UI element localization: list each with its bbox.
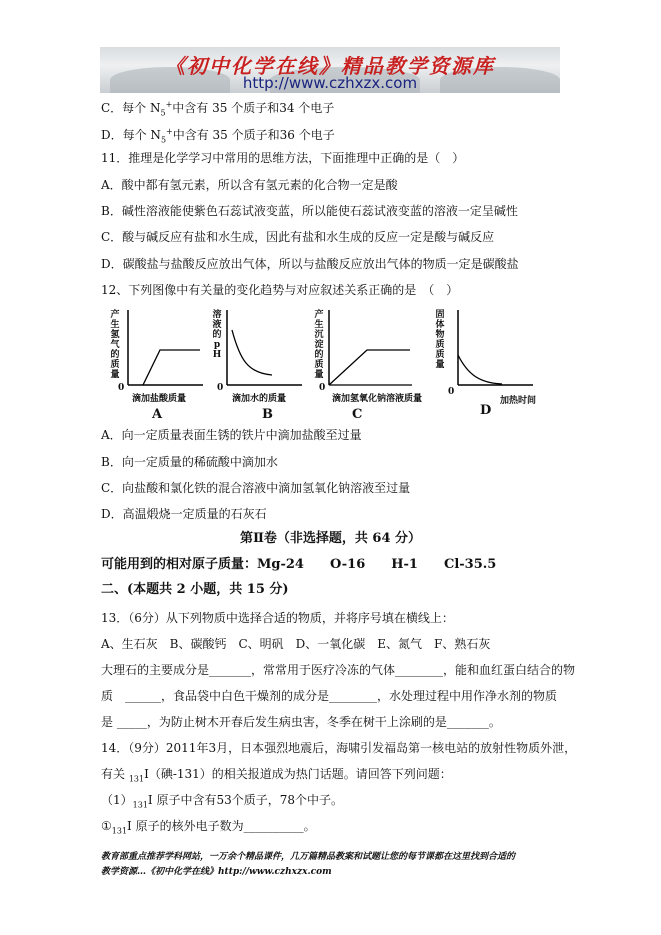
graph-a-xlabel: 滴加盐酸质量 <box>132 394 187 404</box>
graph-a-origin: 0 <box>118 383 125 393</box>
q13-choices: A、生石灰 B、碳酸钙 C、明矾 D、一氧化碳 E、氮气 F、熟石灰 <box>101 637 491 651</box>
q12-stem: 12、下列图像中有关量的变化趋势与对应叙述关系正确的是 （ ） <box>101 283 459 297</box>
footer <box>101 850 571 880</box>
graph-d-letter: D <box>480 403 492 418</box>
graph-b-ylabel: 溶液的pH <box>212 310 222 360</box>
q11-option-a: A．酸中都有氢元素，所以含有氢元素的化合物一定是酸 <box>101 178 398 192</box>
graph-d-origin: 0 <box>448 387 455 397</box>
graph-b-origin: 0 <box>217 383 224 393</box>
graph-a-ylabel: 产生氢气的质量 <box>110 310 120 380</box>
graph-d-xlabel: 加热时间 <box>500 396 537 406</box>
q10-option-d: D．每个 $N_5^+$中含有 35 个质子和36 个电子 <box>101 127 335 145</box>
q13-line-1: 大理石的主要成分是_______，常常用于医疗冷冻的气体________，能和血红蛋白结合的物 <box>101 663 576 677</box>
q13-line-2: 质 ______，食品袋中白色干燥剂的成分是________，水处理过程中用作净水剂的物质 <box>101 689 558 703</box>
banner-url: http://www.czhxzx.com <box>242 74 418 92</box>
graph-a-letter: A <box>152 407 163 422</box>
q11-option-d: D．碳酸盐与盐酸反应放出气体，所以与盐酸反应放出气体的物质一定是碳酸盐 <box>101 257 519 271</box>
q13-stem: 13．（6分）从下列物质中选择合适的物质，并将序号填在横线上： <box>101 611 454 625</box>
graph-d <box>432 305 562 425</box>
graph-c-ylabel: 产生沉淀的质量 <box>314 310 324 380</box>
q12-option-b: B．向一定质量的稀硫酸中滴加水 <box>101 455 278 469</box>
q12-option-a: A．向一定质量表面生锈的铁片中滴加盐酸至过量 <box>101 428 362 442</box>
q14-stem: 14．（9分）2011年3月，日本强烈地震后，海啸引发福岛第一核电站的放射性物质外泄， <box>101 741 577 755</box>
section-title: 第Ⅱ卷（非选择题，共 64 分） <box>239 531 422 546</box>
graph-c-xlabel: 滴加氢氧化钠溶液质量 <box>332 394 423 404</box>
q11-option-b: B．碱性溶液能使紫色石蕊试液变蓝，所以能使石蕊试液变蓝的溶液一定呈碱性 <box>101 204 518 218</box>
graph-d-ylabel: 固体物质质量 <box>435 310 445 370</box>
q11-option-c: C．酸与碱反应有盐和水生成，因此有盐和水生成的反应一定是酸与碱反应 <box>101 230 495 244</box>
footer-line-1: 教育部重点推荐学科网站，一万余个精品课件，几万篇精品教案和试题让您的每节课都在这里找到合适的 <box>101 852 516 862</box>
q12-option-c: C．向盐酸和氯化铁的混合溶液中滴加氢氧化钠溶液至过量 <box>101 481 411 495</box>
q13-line-3: 是 _____，为防止树木开春后发生病虫害，冬季在树干上涂刷的是_______。 <box>101 715 501 729</box>
atomic-masses: 可能用到的相对原子质量：Mg-24 O-16 H-1 Cl-35.5 <box>101 557 497 572</box>
part-two-heading: 二、(本题共 2 小题，共 15 分) <box>101 582 289 597</box>
q14-item-1: $(1)_{131}I$ 原子中含有53个质子，78个中子。 <box>101 793 344 810</box>
graph-d-plot <box>432 305 562 425</box>
q14-line-2: 有关 $_{131}$I（碘-131）的相关报道成为热门话题。请回答下列问题： <box>101 767 452 784</box>
q14-item-2: $①_{131}I$ 原子的核外电子数为__________。 <box>101 819 316 836</box>
q12-option-d: D．高温煅烧一定质量的石灰石 <box>101 507 267 521</box>
graph-b-letter: B <box>262 407 273 422</box>
q11-stem: 11．推理是化学学习中常用的思维方法，下面推理中正确的是（ ） <box>101 151 465 165</box>
banner-title: 《初中化学在线》精品教学资源库 <box>165 54 495 78</box>
header-banner <box>100 47 560 93</box>
graph-c-letter: C <box>352 407 363 422</box>
graph-b-xlabel: 滴加水的质量 <box>232 394 287 404</box>
graph-c-origin: 0 <box>319 383 326 393</box>
footer-line-2: 教学资源…《初中化学在线》http://www.czhxzx.com <box>101 867 332 877</box>
q10-option-c: C．每个 $N_5^+$中含有 35 个质子和34 个电子 <box>101 100 335 118</box>
